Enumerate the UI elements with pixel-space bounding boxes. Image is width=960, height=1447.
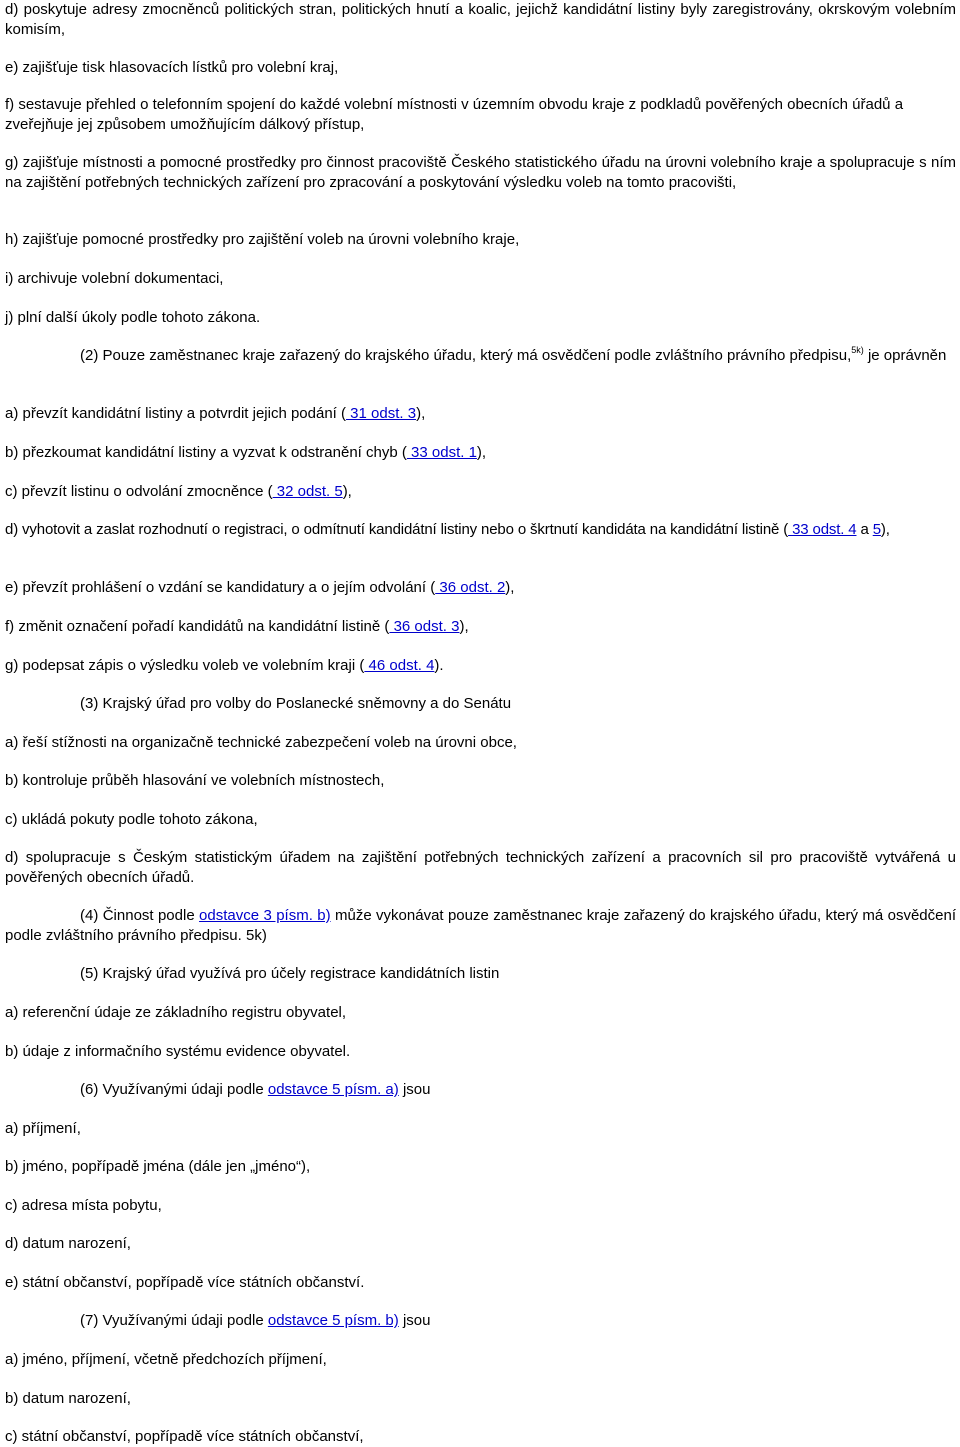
paragraph-p6 xyxy=(5,1080,956,1100)
paragraph-a2 xyxy=(5,404,956,424)
paragraph-b3 xyxy=(5,771,956,791)
law-reference-link[interactable]: odstavce 5 písm. a) xyxy=(267,1081,399,1098)
paragraph-e1 xyxy=(5,58,956,78)
paragraph-text: b) údaje z informačního systému evidence obyvatel. xyxy=(5,1043,351,1060)
paragraph-text: jsou xyxy=(398,1312,431,1329)
paragraph-h1 xyxy=(5,230,956,250)
paragraph-text: jsou xyxy=(398,1081,431,1098)
paragraph-e2 xyxy=(5,578,956,598)
paragraph-text: h) zajišťuje pomocné prostředky pro zajištění voleb na úrovni volebního kraje, xyxy=(5,231,520,248)
paragraph-text: ). xyxy=(434,657,444,674)
paragraph-text: d) vyhotovit a zaslat rozhodnutí o registraci, o odmítnutí kandidátní listiny nebo o škrtnutí kandidáta na kandidátní listině ( xyxy=(5,521,789,538)
paragraph-text: a) příjmení, xyxy=(5,1120,81,1137)
law-reference-link[interactable]: 32 odst. 5 xyxy=(272,483,343,500)
paragraph-text: j) plní další úkoly podle tohoto zákona. xyxy=(5,309,261,326)
paragraph-text: a) řeší stížnosti na organizačně technické zabezpečení voleb na úrovni obce, xyxy=(5,734,517,751)
paragraph-b5 xyxy=(5,1042,956,1062)
paragraph-text: a) převzít kandidátní listiny a potvrdit jejich podání ( xyxy=(5,405,347,422)
paragraph-text: (2) Pouze zaměstnanec kraje zařazený do krajského úřadu, který má osvědčení podle zvláštního právního předpisu, xyxy=(80,347,852,364)
law-reference-link[interactable]: 46 odst. 4 xyxy=(364,657,435,674)
paragraph-text: b) datum narození, xyxy=(5,1390,131,1407)
paragraph-text: b) jméno, popřípadě jména (dále jen „jméno“), xyxy=(5,1158,311,1175)
paragraph-text: (6) Využívanými údaji podle xyxy=(80,1081,268,1098)
paragraph-p4 xyxy=(5,906,956,945)
paragraph-p2 xyxy=(5,346,956,366)
paragraph-text: e) převzít prohlášení o vzdání se kandidatury a o jejím odvolání ( xyxy=(5,579,436,596)
law-reference-link[interactable]: 36 odst. 3 xyxy=(389,618,460,635)
paragraph-c2 xyxy=(5,482,956,502)
paragraph-text: e) zajišťuje tisk hlasovacích lístků pro volební kraj, xyxy=(5,59,339,76)
paragraph-f1 xyxy=(5,95,956,134)
paragraph-b6 xyxy=(5,1157,956,1177)
paragraph-text: c) adresa místa pobytu, xyxy=(5,1197,162,1214)
paragraph-p3 xyxy=(5,694,956,714)
law-reference-link[interactable]: 33 odst. 1 xyxy=(406,444,477,461)
law-reference-link[interactable]: 5 xyxy=(872,521,881,538)
paragraph-text: c) ukládá pokuty podle tohoto zákona, xyxy=(5,811,258,828)
paragraph-d6 xyxy=(5,1234,956,1254)
paragraph-text: a) referenční údaje ze základního registru obyvatel, xyxy=(5,1004,347,1021)
paragraph-text: (7) Využívanými údaji podle xyxy=(80,1312,268,1329)
paragraph-a7 xyxy=(5,1350,956,1370)
paragraph-b2 xyxy=(5,443,956,463)
law-reference-link[interactable]: odstavce 3 písm. b) xyxy=(199,907,331,924)
paragraph-e6 xyxy=(5,1273,956,1293)
paragraph-p7 xyxy=(5,1311,956,1331)
paragraph-text: d) datum narození, xyxy=(5,1235,131,1252)
paragraph-text: ), xyxy=(880,521,890,538)
paragraph-text: f) změnit označení pořadí kandidátů na kandidátní listině ( xyxy=(5,618,390,635)
paragraph-i1 xyxy=(5,269,956,289)
paragraph-text: může vykonávat pouze zaměstnanec kraje zařazený do krajského úřadu, který má osvědčení podle zvláštního právního předpisu. 5k) xyxy=(5,907,956,944)
paragraph-text: b) kontroluje průběh hlasování ve volebních místnostech, xyxy=(5,772,385,789)
paragraph-f2 xyxy=(5,617,956,637)
paragraph-a6 xyxy=(5,1119,956,1139)
paragraph-c7 xyxy=(5,1427,956,1447)
footnote-reference: 5k) xyxy=(851,345,864,355)
paragraph-text: (4) Činnost podle xyxy=(80,907,200,924)
paragraph-text: je oprávněn xyxy=(863,347,947,364)
paragraph-text: ), xyxy=(459,618,469,635)
paragraph-text: ), xyxy=(342,483,352,500)
paragraph-a3 xyxy=(5,733,956,753)
law-reference-link[interactable]: 36 odst. 2 xyxy=(435,579,506,596)
paragraph-c3 xyxy=(5,810,956,830)
paragraph-text: a xyxy=(856,521,873,538)
paragraph-text: c) státní občanství, popřípadě více státních občanství, xyxy=(5,1428,364,1445)
paragraph-g1 xyxy=(5,153,956,192)
paragraph-d2 xyxy=(5,520,956,540)
paragraph-text: c) převzít listinu o odvolání zmocněnce ( xyxy=(5,483,273,500)
law-reference-link[interactable]: odstavce 5 písm. b) xyxy=(267,1312,399,1329)
law-reference-link[interactable]: 33 odst. 4 xyxy=(788,521,857,538)
paragraph-text: d) poskytuje adresy zmocněnců politických stran, politických hnutí a koalic, jejichž kandidátní listiny byly zaregistrovány, okrskovým volebním komisím, xyxy=(5,1,956,38)
paragraph-text: i) archivuje volební dokumentaci, xyxy=(5,270,224,287)
paragraph-text: g) zajišťuje místnosti a pomocné prostředky pro činnost pracoviště Českého statistického úřadu na úrovni volebního kraje a spolupracuje s ním na zajištění potřebných technických zařízení pro zpracování a poskytování výsledku voleb na tomto pracovišti, xyxy=(5,154,956,191)
paragraph-text: d) spolupracuje s Českým statistickým úřadem na zajištění potřebných technických zařízení a pracovních sil pro pracoviště vytvářená u pověřených obecních úřadů. xyxy=(5,849,956,886)
paragraph-text: b) přezkoumat kandidátní listiny a vyzvat k odstranění chyb ( xyxy=(5,444,407,461)
paragraph-g2 xyxy=(5,656,956,676)
paragraph-text: (3) Krajský úřad pro volby do Poslanecké sněmovny a do Senátu xyxy=(80,695,512,712)
paragraph-text: ), xyxy=(416,405,426,422)
paragraph-c6 xyxy=(5,1196,956,1216)
paragraph-text: ), xyxy=(476,444,487,461)
paragraph-text: a) jméno, příjmení, včetně předchozích příjmení, xyxy=(5,1351,327,1368)
paragraph-j1 xyxy=(5,308,956,328)
paragraph-text: ), xyxy=(505,579,515,596)
paragraph-d3 xyxy=(5,848,956,887)
law-reference-link[interactable]: 31 odst. 3 xyxy=(346,405,417,422)
paragraph-text: f) sestavuje přehled o telefonním spojení do každé volební místnosti v územním obvodu kraje z podkladů pověřených obecních úřadů a zveřejňuje jej způsobem umožňujícím dálkový přístup, xyxy=(5,96,904,133)
paragraph-text: g) podepsat zápis o výsledku voleb ve volebním kraji ( xyxy=(5,657,365,674)
paragraph-text: (5) Krajský úřad využívá pro účely registrace kandidátních listin xyxy=(80,965,500,982)
paragraph-a5 xyxy=(5,1003,956,1023)
paragraph-text: e) státní občanství, popřípadě více státních občanství. xyxy=(5,1274,365,1291)
paragraph-p5 xyxy=(5,964,956,984)
paragraph-d1 xyxy=(5,0,956,39)
paragraph-b7 xyxy=(5,1389,956,1409)
